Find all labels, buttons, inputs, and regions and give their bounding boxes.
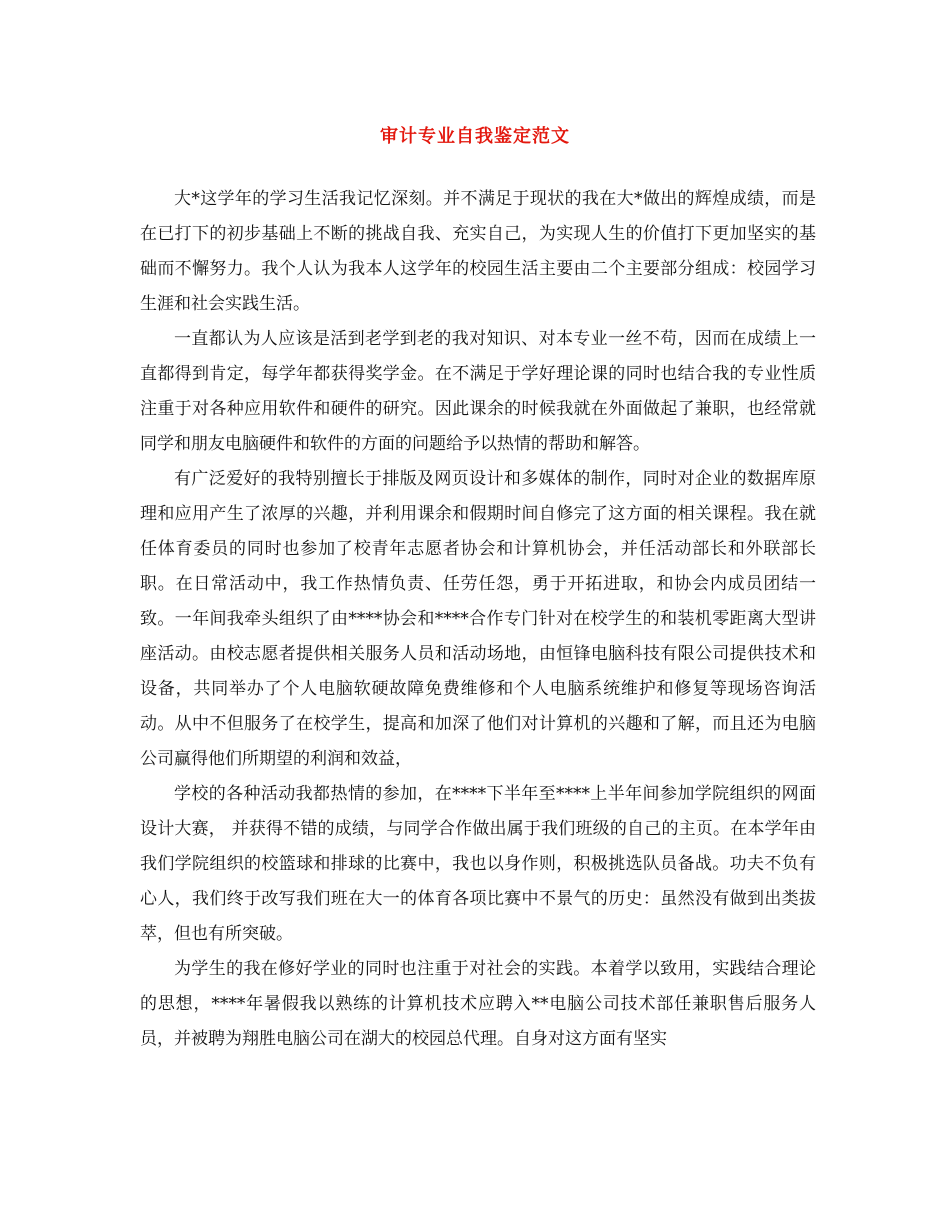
- paragraph: 有广泛爱好的我特别擅长于排版及网页设计和多媒体的制作，同时对企业的数据库原理和应用产生了浓厚的兴趣，并利用课余和假期时间自修完了这方面的相关课程。我在就任体育委员的同时也参加了校青年志愿者协会和计算机协会，并任活动部长和外联部长职。在日常活动中，我工作热情负责、任劳任怨，勇于开拓进取，和协会内成员团结一致。一年间我牵头组织了由****协会和****合作专门针对在校学生的和装机零距离大型讲座活动。由校志愿者提供相关服务人员和活动场地，由恒锋电脑科技有限公司提供技术和设备，共同举办了个人电脑软硬故障免费维修和个人电脑系统维护和修复等现场咨询活动。从中不但服务了在校学生，提高和加深了他们对计算机的兴趣和了解，而且还为电脑公司赢得他们所期望的利润和效益，: [140, 469, 816, 769]
- paragraph: 为学生的我在修好学业的同时也注重于对社会的实践。本着学以致用，实践结合理论的思想，****年暑假我以熟练的计算机技术应聘入**电脑公司技术部任兼职售后服务人员，并被聘为翔胜电脑公司在湖大的校园总代理。自身对这方面有坚实: [140, 959, 816, 1049]
- paragraph: 学校的各种活动我都热情的参加，在****下半年至****上半年间参加学院组织的网面设计大赛， 并获得不错的成绩，与同学合作做出属于我们班级的自己的主页。在本学年由我们学院组织的校篮球和排球的比赛中，我也以身作则，积极挑选队员备战。功夫不负有心人，我们终于改写我们班在大一的体育各项比赛中不景气的历史：虽然没有做到出类拔萃，但也有所突破。: [140, 784, 816, 944]
- paragraph: 一直都认为人应该是活到老学到老的我对知识、对本专业一丝不苟，因而在成绩上一直都得到肯定，每学年都获得奖学金。在不满足于学好理论课的同时也结合我的专业性质注重于对各种应用软件和硬件的研究。因此课余的时候我就在外面做起了兼职，也经常就同学和朋友电脑硬件和软件的方面的问题给予以热情的帮助和解答。: [140, 329, 816, 454]
- document-title: 审计专业自我鉴定范文: [380, 126, 570, 147]
- paragraph: 大*这学年的学习生活我记忆深刻。并不满足于现状的我在大*做出的辉煌成绩，而是在已打下的初步基础上不断的挑战自我、充实自己，为实现人生的价值打下更加坚实的基础而不懈努力。我个人认为我本人这学年的校园生活主要由二个主要部分组成：校园学习生涯和社会实践生活。: [140, 189, 816, 314]
- document-body: [140, 182, 816, 1057]
